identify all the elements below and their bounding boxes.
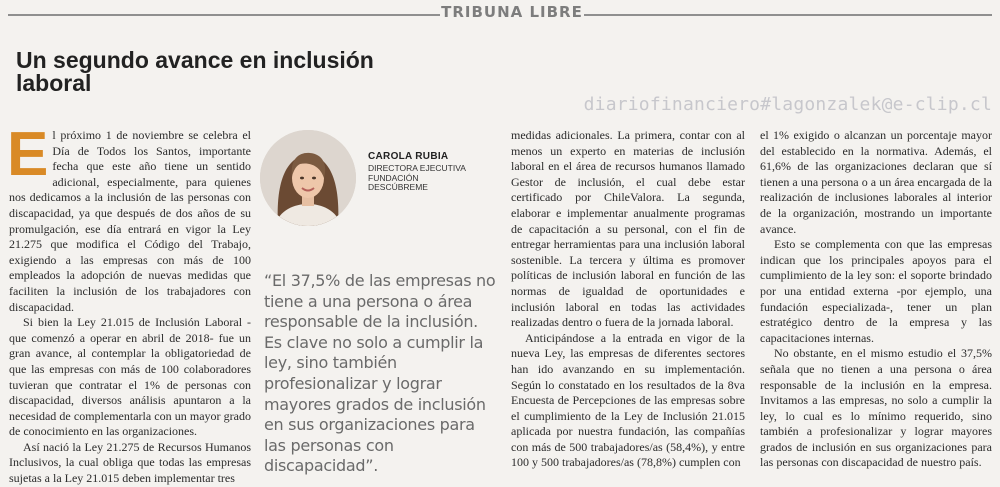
paragraph: Si bien la Ley 21.015 de Inclusión Laboral -que comenzó a operar en abril de 2018- fue un gran avance, al contemplar la obligatoriedad de que las empresas con más de 100 colaboradores tuvieran que contratar el 1% de personas con discapacidad, diversos análisis apuntaron a la necesidad de complementarla con un mayor grado de conocimiento en las organizaciones. [9, 315, 251, 439]
author-role-line: DIRECTORA EJECUTIVA [368, 163, 466, 173]
watermark: diariofinanciero#lagonzalek@e-clip.cl [583, 94, 992, 115]
pull-quote: “El 37,5% de las empresas no tiene a una persona o área responsable de la inclusión. Es clave no solo a cumplir la ley, sino también profesionalizar y lograr mayores grados de inclusión en sus organizaciones para las personas con discapacidad”. [264, 271, 496, 476]
paragraph: No obstante, en el mismo estudio el 37,5% señala que no tienen a una persona o área responsable de la inclusión en la empresa. Invitamos a las empresas, no solo a cumplir la ley, lo cual es lo mínimo requerido, sino también a profesionalizar y lograr mayores grados de inclusión en sus organizaciones para las personas con discapacidad de nuestro país. [760, 346, 992, 470]
paragraph: Anticipándose a la entrada en vigor de la nueva Ley, las empresas de diferentes sectores han ido avanzando en su implementación. Según lo constatado en los resultados de la 8va Encuesta de Percepciones de las empresas sobre el cumplimiento de la Ley de Inclusión 21.015 aplicada por nuestra fundación, las compañías con más de 500 trabajadores/as (58,4%), y entre 100 y 500 trabajadores/as (78,8%) cumplen con [511, 330, 745, 470]
paragraph [7, 120, 251, 315]
author-name: CAROLA RUBIA [368, 151, 449, 162]
article-column-4 [760, 128, 992, 471]
section-label: TRIBUNA LIBRE [441, 3, 583, 21]
section-rule-left [8, 14, 440, 16]
article-headline: Un segundo avance en inclusión laboral [16, 47, 374, 96]
author-role-line: DESCÚBREME [368, 182, 428, 192]
paragraph: Esto se complementa con que las empresas indican que los principales apoyos para el cumplimiento de la ley son: el soporte brindado por una entidad externa -por ejemplo, una fundación especializada-, tener un plan estratégico dentro de la empresa y las capacitaciones internas. [760, 237, 992, 345]
paragraph: Así nació la Ley 21.275 de Recursos Humanos Inclusivos, la cual obliga que todas las empresas sujetas a la Ley 21.015 deben implementar tres [9, 439, 251, 486]
author-photo [260, 130, 356, 226]
dropcap: E [7, 120, 49, 189]
article-column-3 [511, 128, 745, 471]
author-role [368, 164, 466, 193]
article-column-1 [7, 120, 251, 487]
paragraph: medidas adicionales. La primera, contar con al menos un experto en materias de inclusión laboral en el área de recursos humanos llamado Gestor de inclusión, el cual debe estar certificado por ChileValora. La segunda, elaborar e implementar anualmente programas de capacitación a su personal, con el fin de entregar herramientas para una inclusión laboral sostenible. La tercera y última es promover políticas de inclusión laboral en función de las normas de igualdad de oportunidades e inclusión laboral en todas las actividades realizadas dentro o fuera de la jornada laboral. [511, 128, 745, 330]
author-portrait-illustration [260, 130, 356, 226]
paragraph: el 1% exigido o alcanzan un porcentaje mayor del establecido en la normativa. Además, el 61,6% de las organizaciones declaran que sí tienen a una persona o a un área encargada de la realización de inclusiones laborales al interior de la organización, mostrando un importante avance. [760, 128, 992, 236]
paragraph-text: l próximo 1 de noviembre se celebra el Día de Todos los Santos, importante fecha que este año tiene un sentido adicional, especialmente, para quienes nos dedicamos a la inclusión de las personas con discapacidad, ya que después de dos años de su promulgación, ese día entrará en vigor la Ley 21.275 que modifica el Código del Trabajo, exigiendo a las empresas con más de 100 empleados la adopción de nuevas medidas que faciliten la inclusión de los trabajadores con discapacidad. [9, 128, 251, 314]
author-role-line: FUNDACIÓN [368, 172, 419, 183]
section-rule-right [584, 14, 992, 16]
